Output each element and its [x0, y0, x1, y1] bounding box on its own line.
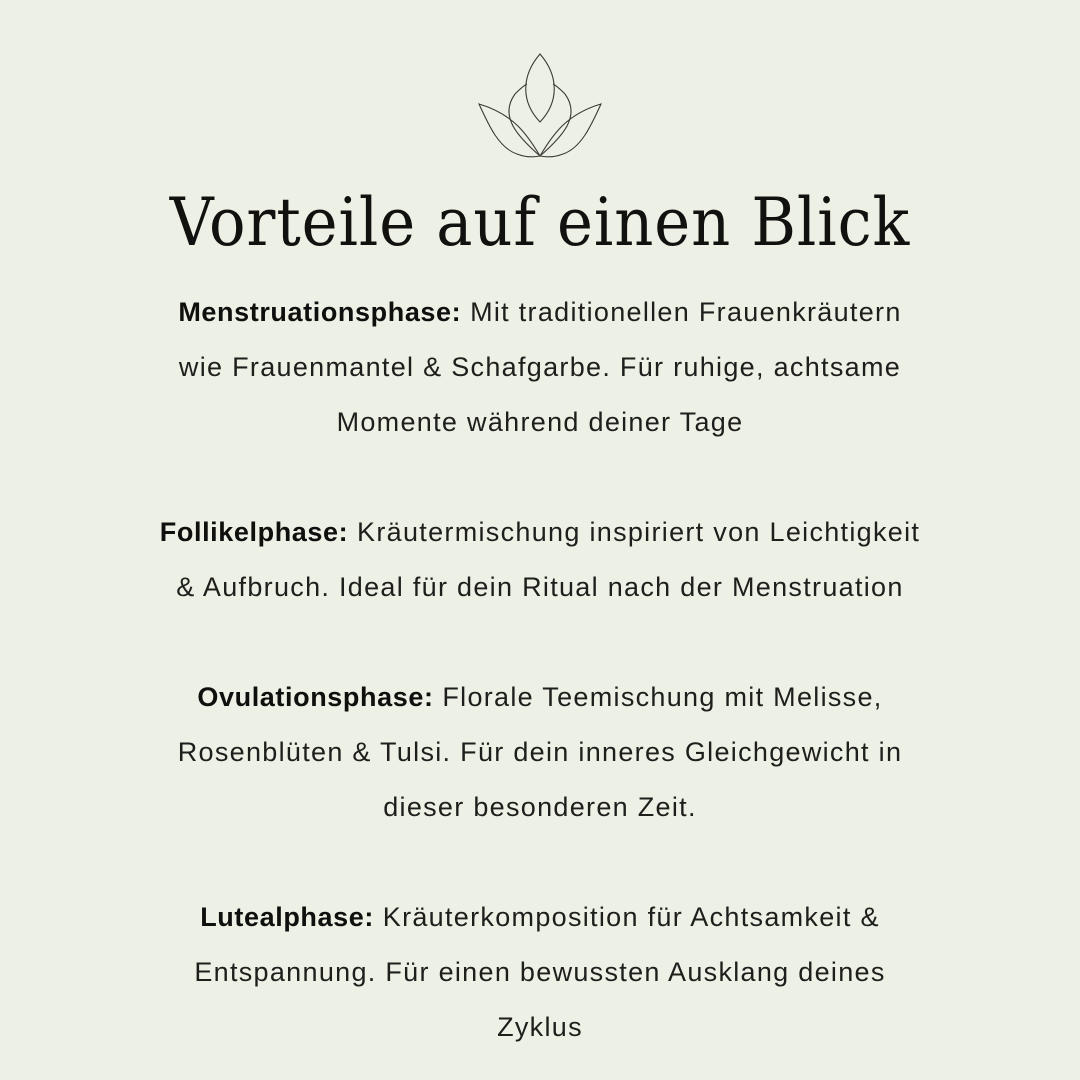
phase-text: Rosenblüten & Tulsi. Für dein inneres Gleichgewicht in: [177, 737, 903, 767]
phase-follicular: [90, 505, 990, 615]
phase-text: Kräutermischung inspiriert von Leichtigkeit: [348, 517, 921, 547]
lotus-logo-icon: [477, 52, 603, 160]
phase-text: dieser besonderen Zeit.: [383, 792, 697, 822]
phase-label: Lutealphase:: [200, 902, 374, 932]
page-title: Vorteile auf einen Blick: [169, 184, 911, 261]
phase-text: Kräuterkomposition für Achtsamkeit &: [373, 902, 880, 932]
phase-first-line: [90, 285, 990, 340]
phase-text: Florale Teemischung mit Melisse,: [433, 682, 883, 712]
phase-first-line: [90, 505, 990, 560]
phase-first-line: [90, 890, 990, 945]
phase-first-line: [90, 670, 990, 725]
phase-luteal: [90, 890, 990, 1055]
phase-text: Entspannung. Für einen bewussten Ausklang deines: [194, 957, 886, 987]
benefits-list: [90, 285, 990, 1055]
phase-text: & Aufbruch. Ideal für dein Ritual nach der Menstruation: [176, 572, 904, 602]
phase-menstruation: [90, 285, 990, 450]
phase-text: Mit traditionellen Frauenkräutern: [461, 297, 902, 327]
phase-text: Zyklus: [497, 1012, 583, 1042]
phase-text: Momente während deiner Tage: [336, 407, 744, 437]
phase-label: Ovulationsphase:: [197, 682, 434, 712]
phase-label: Menstruationsphase:: [178, 297, 462, 327]
phase-label: Follikelphase:: [159, 517, 349, 547]
phase-ovulation: [90, 670, 990, 835]
phase-text: wie Frauenmantel & Schafgarbe. Für ruhige, achtsame: [178, 352, 902, 382]
